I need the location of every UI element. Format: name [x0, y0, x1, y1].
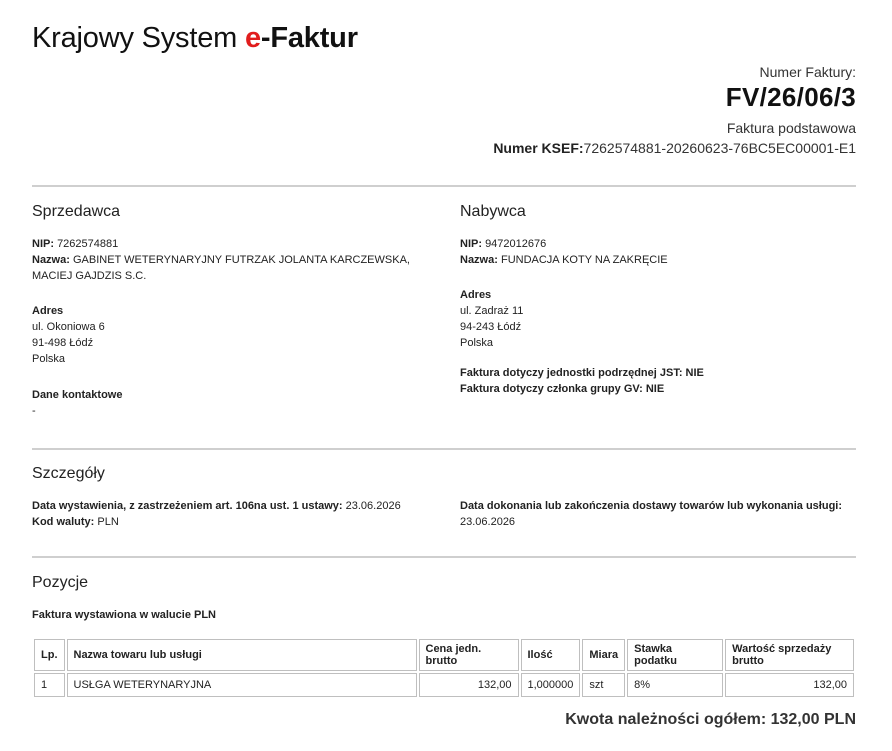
col-unit: Miara: [582, 639, 625, 671]
buyer-address-line3: Polska: [460, 337, 494, 349]
details-left: [32, 498, 452, 530]
buyer-name-label: Nazwa:: [460, 254, 498, 266]
seller-address: [32, 303, 105, 367]
cell-tax-rate: 8%: [627, 673, 723, 697]
invoice-number: FV/26/06/3: [725, 82, 856, 112]
seller-name-line2: MACIEJ GAJDZIS S.C.: [32, 270, 147, 282]
currency-note: Faktura wystawiona w walucie PLN: [32, 609, 216, 621]
seller-name-line1: GABINET WETERYNARYJNY FUTRZAK JOLANTA KARCZEWSKA,: [72, 254, 410, 266]
delivery-date-label: Data dokonania lub zakończenia dostawy towarów lub wykonania usługi:: [460, 500, 843, 512]
cell-unit-price: 132,00: [419, 673, 519, 697]
details-right: [460, 498, 860, 530]
positions-heading: Pozycje: [32, 574, 89, 591]
brand-logo: [32, 22, 358, 55]
col-unit-price: Cena jedn. brutto: [419, 639, 519, 671]
col-lp: Lp.: [34, 639, 65, 671]
col-quantity: Ilość: [521, 639, 581, 671]
positions-table: [32, 637, 856, 699]
buyer-nip: 9472012676: [485, 238, 547, 250]
seller-address-line3: Polska: [32, 353, 66, 365]
divider: [32, 556, 856, 558]
seller-name-label: Nazwa:: [32, 254, 70, 266]
seller-heading: Sprzedawca: [32, 203, 121, 220]
buyer-flags: [460, 365, 704, 397]
divider: [32, 185, 856, 187]
cell-unit: szt: [582, 673, 625, 697]
cell-name: USŁGA WETERYNARYJNA: [67, 673, 417, 697]
col-name: Nazwa towaru lub usługi: [67, 639, 417, 671]
seller-contact: [32, 387, 122, 419]
col-gross-value: Wartość sprzedaży brutto: [725, 639, 854, 671]
brand-suffix: -Faktur: [260, 22, 358, 54]
total-amount: Kwota należności ogółem: 132,00 PLN: [565, 711, 856, 728]
invoice-type: Faktura podstawowa: [726, 120, 856, 136]
currency-label: Kod waluty:: [32, 516, 95, 528]
buyer-heading: Nabywca: [460, 203, 526, 220]
seller-contact-label: Dane kontaktowe: [32, 389, 123, 401]
buyer-jst: Faktura dotyczy jednostki podrzędnej JST: NIE: [460, 367, 704, 379]
seller-nip: 7262574881: [57, 238, 119, 250]
buyer-nip-label: NIP:: [460, 238, 482, 250]
brand-prefix: Krajowy System: [32, 22, 245, 54]
issue-date-label: Data wystawienia, z zastrzeżeniem art. 106na ust. 1 ustawy:: [32, 500, 343, 512]
buyer-address-label: Adres: [460, 289, 492, 301]
brand-e: e: [244, 22, 261, 54]
buyer-block: [460, 236, 668, 268]
ksef-label: Numer KSEF:: [493, 140, 584, 156]
buyer-address: [460, 287, 523, 351]
buyer-address-line1: ul. Zadraż 11: [460, 305, 524, 317]
ksef-number: [493, 140, 856, 156]
issue-date: 23.06.2026: [345, 500, 401, 512]
invoice-number-label: Numer Faktury:: [759, 64, 856, 80]
seller-address-label: Adres: [32, 305, 64, 317]
divider: [32, 448, 856, 450]
seller-contact-value: -: [32, 405, 36, 417]
seller-address-line2: 91-498 Łódź: [32, 337, 94, 349]
seller-nip-label: NIP:: [32, 238, 54, 250]
cell-lp: 1: [34, 673, 65, 697]
col-tax-rate: Stawka podatku: [627, 639, 723, 671]
currency-value: PLN: [97, 516, 119, 528]
seller-address-line1: ul. Okoniowa 6: [32, 321, 105, 333]
table-row: [34, 673, 854, 697]
cell-gross-value: 132,00: [725, 673, 854, 697]
delivery-date: 23.06.2026: [460, 516, 516, 528]
ksef-value: 7262574881-20260623-76BC5EC00001-E1: [583, 140, 856, 156]
details-heading: Szczegóły: [32, 465, 105, 482]
buyer-name: FUNDACJA KOTY NA ZAKRĘCIE: [500, 254, 668, 266]
cell-quantity: 1,000000: [521, 673, 581, 697]
buyer-gv: Faktura dotyczy członka grupy GV: NIE: [460, 383, 665, 395]
buyer-address-line2: 94-243 Łódź: [460, 321, 522, 333]
seller-block: [32, 236, 432, 284]
table-header-row: [34, 639, 854, 671]
